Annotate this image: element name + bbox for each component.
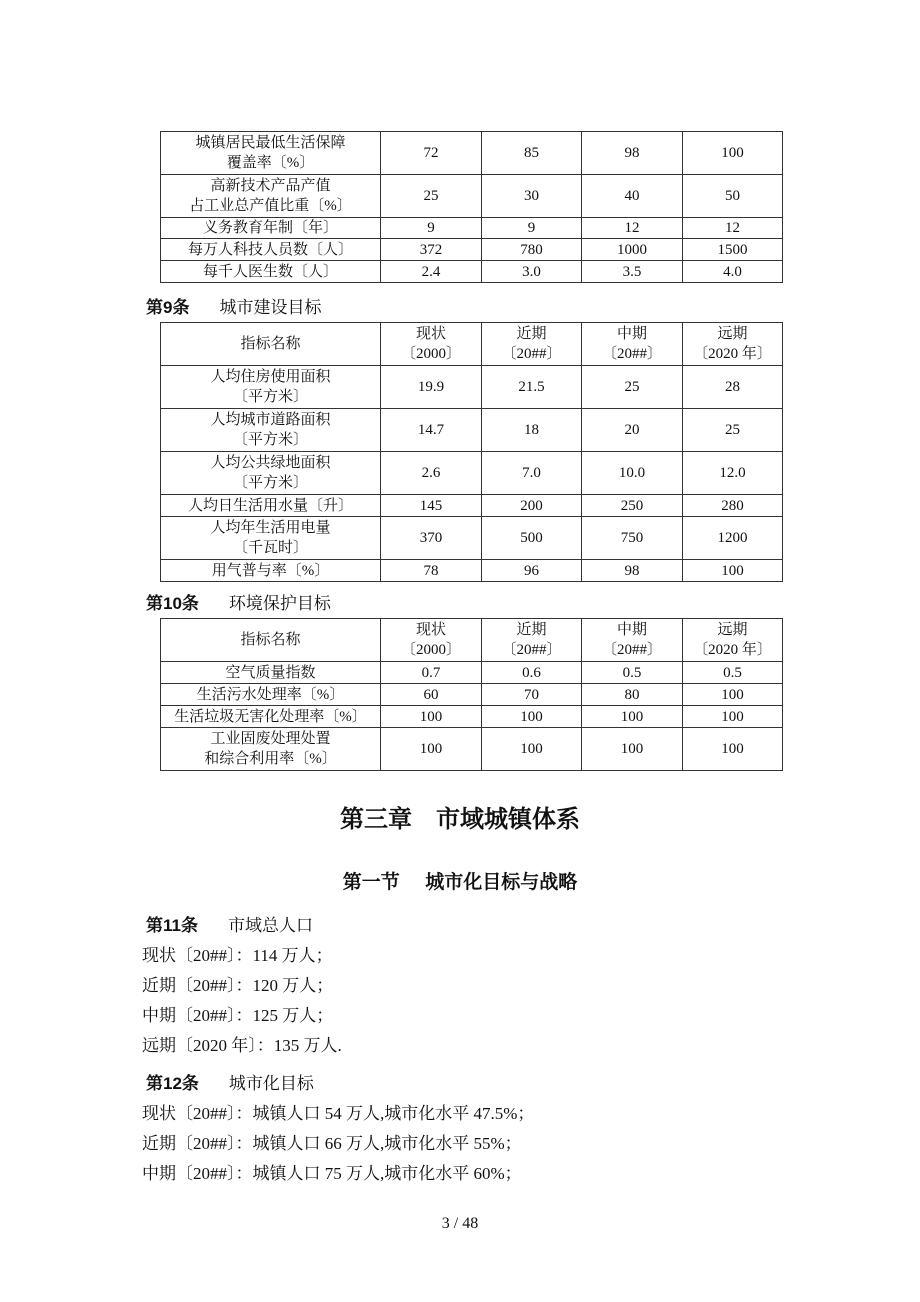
column-header: 现状 〔2000〕 (381, 323, 482, 366)
column-header: 现状 〔2000〕 (381, 619, 482, 662)
indicator-name: 人均年生活用电量 〔千瓦时〕 (161, 517, 381, 560)
chapter-heading: 第三章 市域城镇体系 (340, 805, 580, 833)
value-long: 25 (683, 409, 783, 452)
table-row (161, 175, 783, 218)
value-mid: 98 (582, 132, 683, 175)
indicator-name: 义务教育年制〔年〕 (161, 218, 381, 239)
value-long: 1200 (683, 517, 783, 560)
value-current: 372 (381, 239, 482, 261)
article-10-heading (146, 592, 331, 616)
value-near: 3.0 (482, 261, 582, 283)
article-title: 城市化目标 (228, 1074, 314, 1093)
indicator-name: 人均城市道路面积 〔平方米〕 (161, 409, 381, 452)
article-title: 市域总人口 (227, 916, 313, 935)
population-line: 近期〔20##〕：120 万人； (142, 976, 334, 995)
value-mid: 250 (582, 495, 683, 517)
article-title: 环境保护目标 (228, 594, 331, 613)
value-near: 100 (482, 728, 582, 771)
article-9-heading (146, 296, 321, 320)
value-long: 280 (683, 495, 783, 517)
table-row (161, 239, 783, 261)
table-row (161, 560, 783, 582)
value-near: 30 (482, 175, 582, 218)
indicator-name: 人均日生活用水量〔升〕 (161, 495, 381, 517)
value-current: 19.9 (381, 366, 482, 409)
urbanization-line: 中期〔20##〕：城镇人口 75 万人,城市化水平 60%； (142, 1164, 522, 1183)
value-mid: 100 (582, 728, 683, 771)
column-header: 中期 〔20##〕 (582, 323, 683, 366)
value-mid: 12 (582, 218, 683, 239)
table-header-row (161, 619, 783, 662)
table-row (161, 706, 783, 728)
value-current: 72 (381, 132, 482, 175)
table-row (161, 261, 783, 283)
indicator-name: 每万人科技人员数〔人〕 (161, 239, 381, 261)
indicator-name: 生活垃圾无害化处理率〔%〕 (161, 706, 381, 728)
table-row (161, 452, 783, 495)
article-number: 第9条 (146, 298, 190, 317)
column-header: 中期 〔20##〕 (582, 619, 683, 662)
indicator-name: 空气质量指数 (161, 662, 381, 684)
value-near: 96 (482, 560, 582, 582)
value-long: 50 (683, 175, 783, 218)
value-long: 100 (683, 706, 783, 728)
value-mid: 25 (582, 366, 683, 409)
urbanization-line: 现状〔20##〕：城镇人口 54 万人,城市化水平 47.5%； (142, 1104, 535, 1123)
population-line: 中期〔20##〕：125 万人； (142, 1006, 334, 1025)
urbanization-line: 近期〔20##〕：城镇人口 66 万人,城市化水平 55%； (142, 1134, 522, 1153)
value-mid: 100 (582, 706, 683, 728)
value-near: 7.0 (482, 452, 582, 495)
value-current: 100 (381, 728, 482, 771)
value-near: 100 (482, 706, 582, 728)
value-current: 145 (381, 495, 482, 517)
table-row (161, 495, 783, 517)
value-near: 85 (482, 132, 582, 175)
value-current: 9 (381, 218, 482, 239)
value-mid: 10.0 (582, 452, 683, 495)
value-current: 78 (381, 560, 482, 582)
column-header: 近期 〔20##〕 (482, 323, 582, 366)
value-mid: 750 (582, 517, 683, 560)
column-header: 指标名称 (161, 323, 381, 366)
indicator-name: 人均住房使用面积 〔平方米〕 (161, 366, 381, 409)
value-near: 0.6 (482, 662, 582, 684)
article-11-heading (146, 914, 313, 938)
value-near: 70 (482, 684, 582, 706)
table-header-row (161, 323, 783, 366)
value-current: 25 (381, 175, 482, 218)
table-row (161, 728, 783, 771)
table-row (161, 684, 783, 706)
urban-construction-table (160, 322, 783, 582)
value-current: 14.7 (381, 409, 482, 452)
article-number: 第12条 (146, 1074, 199, 1093)
indicator-name: 人均公共绿地面积 〔平方米〕 (161, 452, 381, 495)
value-mid: 98 (582, 560, 683, 582)
column-header: 远期 〔2020 年〕 (683, 323, 783, 366)
value-long: 0.5 (683, 662, 783, 684)
value-long: 100 (683, 684, 783, 706)
value-long: 12.0 (683, 452, 783, 495)
article-title: 城市建设目标 (219, 298, 322, 317)
value-near: 21.5 (482, 366, 582, 409)
value-near: 780 (482, 239, 582, 261)
value-long: 100 (683, 132, 783, 175)
indicator-name: 用气普与率〔%〕 (161, 560, 381, 582)
value-near: 500 (482, 517, 582, 560)
column-header: 远期 〔2020 年〕 (683, 619, 783, 662)
indicator-table-continued (160, 131, 783, 283)
value-mid: 40 (582, 175, 683, 218)
indicator-name: 工业固废处理处置 和综合利用率〔%〕 (161, 728, 381, 771)
indicator-name: 每千人医生数〔人〕 (161, 261, 381, 283)
column-header: 近期 〔20##〕 (482, 619, 582, 662)
value-current: 60 (381, 684, 482, 706)
value-current: 100 (381, 706, 482, 728)
population-line: 现状〔20##〕：114 万人； (142, 946, 333, 965)
value-long: 12 (683, 218, 783, 239)
table-row (161, 366, 783, 409)
value-long: 28 (683, 366, 783, 409)
value-current: 2.4 (381, 261, 482, 283)
value-mid: 0.5 (582, 662, 683, 684)
article-number: 第10条 (146, 594, 199, 613)
value-current: 2.6 (381, 452, 482, 495)
value-current: 0.7 (381, 662, 482, 684)
value-mid: 20 (582, 409, 683, 452)
page-number: 3 / 48 (441, 1215, 479, 1232)
indicator-name: 生活污水处理率〔%〕 (161, 684, 381, 706)
value-long: 100 (683, 728, 783, 771)
indicator-name: 高新技术产品产值 占工业总产值比重〔%〕 (161, 175, 381, 218)
table-row (161, 132, 783, 175)
value-long: 100 (683, 560, 783, 582)
table-row (161, 662, 783, 684)
table-row (161, 409, 783, 452)
value-near: 18 (482, 409, 582, 452)
value-long: 4.0 (683, 261, 783, 283)
value-current: 370 (381, 517, 482, 560)
column-header: 指标名称 (161, 619, 381, 662)
table-row (161, 218, 783, 239)
value-long: 1500 (683, 239, 783, 261)
value-near: 9 (482, 218, 582, 239)
indicator-name: 城镇居民最低生活保障 覆盖率〔%〕 (161, 132, 381, 175)
value-mid: 3.5 (582, 261, 683, 283)
article-12-heading (146, 1072, 314, 1096)
section-heading: 第一节 城市化目标与战略 (342, 871, 578, 893)
value-mid: 80 (582, 684, 683, 706)
value-near: 200 (482, 495, 582, 517)
environment-protection-table (160, 618, 783, 771)
value-mid: 1000 (582, 239, 683, 261)
table-row (161, 517, 783, 560)
article-number: 第11条 (146, 916, 198, 935)
population-line: 远期〔2020 年〕：135 万人. (142, 1036, 342, 1055)
